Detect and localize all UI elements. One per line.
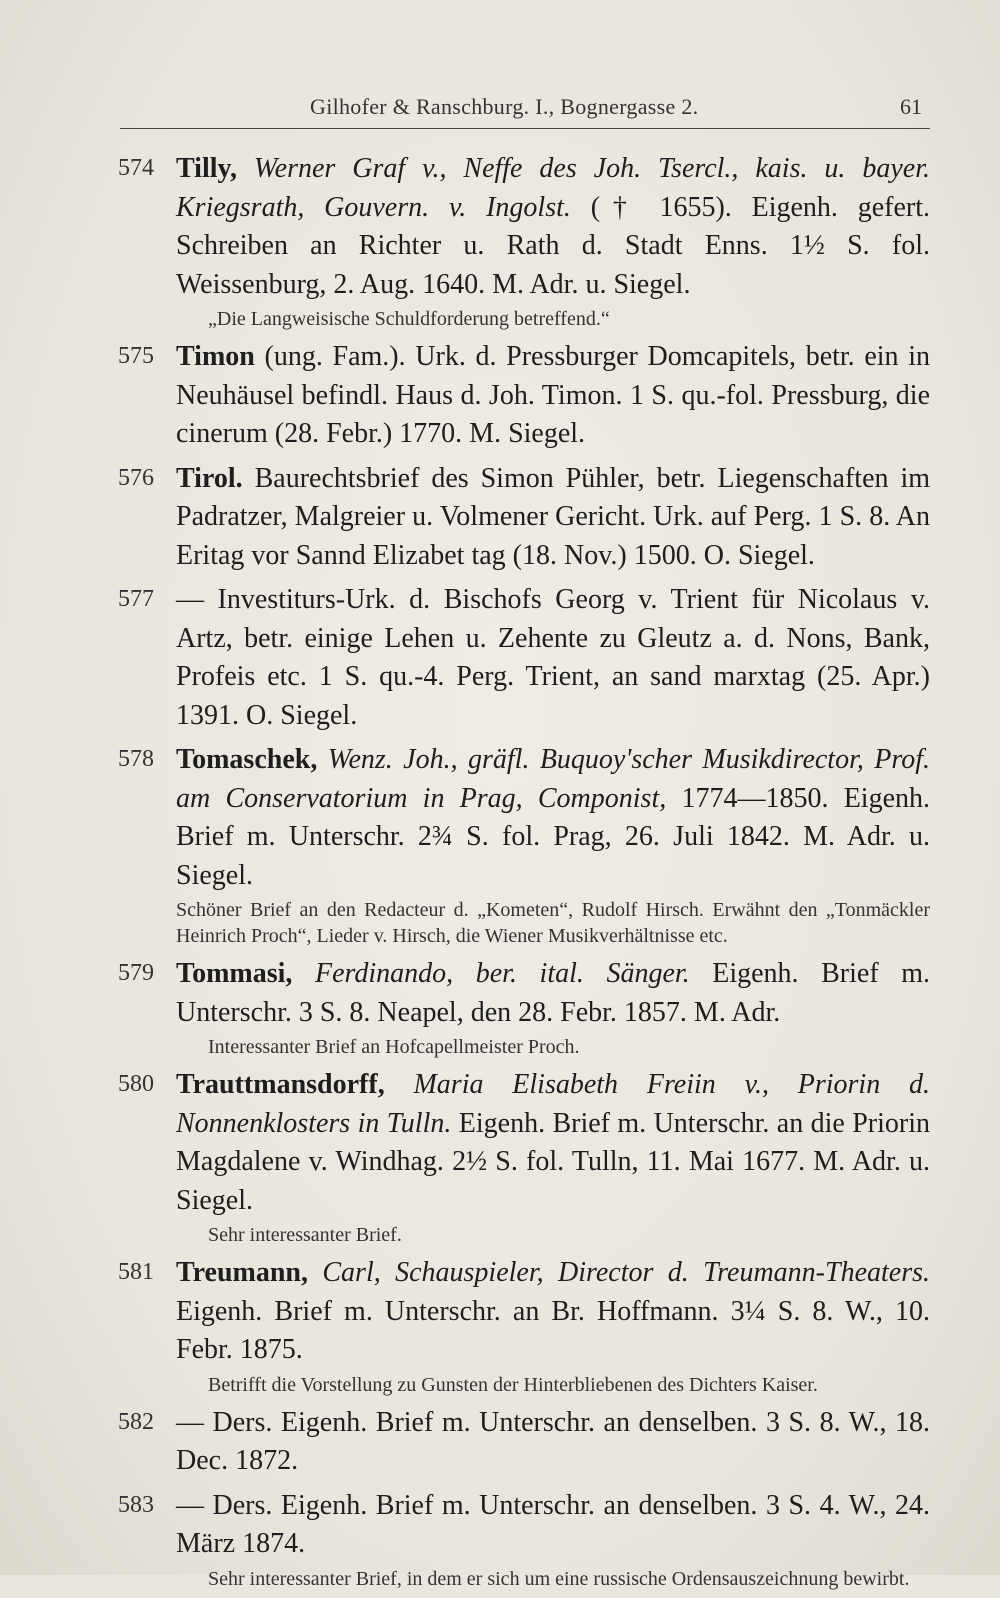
entry-note: Sehr interessanter Brief. — [208, 1224, 402, 1246]
entry-name: Tilly, — [176, 153, 237, 184]
entry-description: Werner Graf v., Neffe des Joh. Tsercl., kais. u. bayer. Kriegsrath, Gouvern. v. Ingolst. — [176, 153, 931, 223]
catalogue-entry-575 — [118, 338, 930, 454]
entry-description: Ferdinando, ber. ital. Sänger. — [315, 958, 690, 989]
entry-number: 583 — [118, 1491, 154, 1518]
entry-name: Treumann, — [176, 1257, 308, 1288]
catalogue-entry-579 — [118, 955, 930, 1060]
entry-text — [176, 1254, 930, 1370]
entry-number: 574 — [118, 155, 154, 181]
entry-text — [176, 581, 930, 735]
entry-name: Tommasi, — [176, 958, 293, 989]
running-title: Gilhofer & Ranschburg. I., Bognergasse 2. — [310, 94, 699, 119]
entry-number: 578 — [118, 746, 154, 772]
entry-body: — Ders. Eigenh. Brief m. Unterschr. an denselben. 3 S. 4. W., 24. März 1874. — [176, 1489, 930, 1559]
entry-number: 579 — [118, 960, 154, 986]
entry-body: — Ders. Eigenh. Brief m. Unterschr. an denselben. 3 S. 8. W., 18. Dec. 1872. — [176, 1406, 930, 1476]
entry-note: Betrifft die Vorstellung zu Gunsten der Hinterbliebenen des Dichters Kaiser. — [208, 1373, 818, 1396]
entry-text — [176, 741, 930, 895]
entry-number: 580 — [118, 1071, 154, 1097]
entry-body: — Investiturs-Urk. d. Bischofs Georg v. Trient für Nicolaus v. Artz, betr. einige Lehen u. Zehente zu Gleutz a. d. Nons, Bank, Profeis etc. 1 S. qu.-4. Perg. Trient, an sand marxtag (25. Apr.) 1391. O. Siegel. — [176, 584, 930, 731]
entry-number: 577 — [118, 586, 154, 612]
catalogue-entry-580 — [118, 1066, 930, 1248]
entry-note: „Die Langweisische Schuldforderung betreffend.“ — [208, 308, 610, 330]
entry-body: (ung. Fam.). Urk. d. Pressburger Domcapitels, betr. ein in Neuhäusel befindl. Haus d. Joh. Timon. 1 S. qu.-fol. Pressburg, die cinerum (28. Febr.) 1770. M. Siegel. — [176, 341, 931, 449]
catalogue-entry-577 — [118, 581, 930, 735]
entry-body: Eigenh. Brief m. Unterschr. an die Priorin Magdalene v. Windhag. 2½ S. fol. Tulln, 11. Mai 1677. M. Adr. u. Siegel. — [176, 1107, 931, 1216]
entry-text — [176, 460, 930, 576]
entry-text — [176, 1066, 930, 1220]
entry-name: Tomaschek, — [176, 744, 318, 775]
entry-number: 575 — [118, 343, 154, 369]
entry-note: Sehr interessanter Brief, in dem er sich um eine russische Ordensauszeichnung bewirbt. — [208, 1567, 910, 1590]
entry-description: Carl, Schauspieler, Director d. Treumann-Theaters. — [322, 1257, 930, 1288]
entry-number: 576 — [118, 464, 154, 491]
catalogue-entry-574 — [118, 150, 930, 332]
running-header — [120, 88, 930, 129]
catalogue-entry-576 — [118, 460, 930, 576]
entry-name: Timon — [176, 341, 255, 372]
entry-text — [176, 1404, 930, 1481]
entry-body: Eigenh. Brief m. Unterschr. 3 S. 8. Neapel, den 28. Febr. 1857. M. Adr. — [176, 958, 931, 1028]
catalogue-entry-578 — [118, 741, 930, 949]
entry-text — [176, 1487, 930, 1564]
catalogue-entry-582 — [118, 1404, 930, 1481]
entry-description: Wenz. Joh., gräfl. Buquoy'scher Musikdirector, Prof. am Conservatorium in Prag, Componist, — [176, 744, 930, 814]
catalogue-entry-581 — [118, 1254, 930, 1398]
entry-body: Baurechtsbrief des Simon Pühler, betr. Liegenschaften im Padratzer, Malgreier u. Volmener Gericht. Urk. auf Perg. 1 S. 8. An Eritag vor Sannd Elizabet tag (18. Nov.) 1500. O. Siegel. — [176, 462, 930, 571]
entry-text — [176, 150, 930, 304]
entry-body: († 1655). Eigenh. gefert. Schreiben an Richter u. Rath d. Stadt Enns. 1½ S. fol. Weissenburg, 2. Aug. 1640. M. Adr. u. Siegel. — [176, 191, 930, 300]
page-number: 61 — [900, 94, 922, 119]
entry-note: Schöner Brief an den Redacteur d. „Kometen“, Rudolf Hirsch. Erwähnt den „Tonmäckler Heinrich Proch“, Lieder v. Hirsch, die Wiener Musikverhältnisse etc. — [176, 899, 930, 947]
entry-number: 582 — [118, 1408, 154, 1435]
catalogue-entries — [118, 150, 930, 1598]
entry-number: 581 — [118, 1259, 154, 1285]
entry-description: Maria Elisabeth Freiin v., Priorin d. Nonnenklosters in Tulln. — [176, 1069, 930, 1139]
entry-name: Tirol. — [176, 462, 243, 494]
entry-text — [176, 955, 930, 1032]
entry-text — [176, 338, 930, 454]
entry-body: Eigenh. Brief m. Unterschr. an Br. Hoffmann. 3¼ S. 8. W., 10. Febr. 1875. — [176, 1295, 930, 1365]
entry-name: Trauttmansdorff, — [176, 1069, 385, 1100]
catalogue-entry-583 — [118, 1487, 930, 1592]
entry-body: 1774—1850. Eigenh. Brief m. Unterschr. 2¾ S. fol. Prag, 26. Juli 1842. M. Adr. u. Siegel. — [176, 782, 931, 891]
entry-note: Interessanter Brief an Hofcapellmeister Proch. — [208, 1036, 580, 1058]
